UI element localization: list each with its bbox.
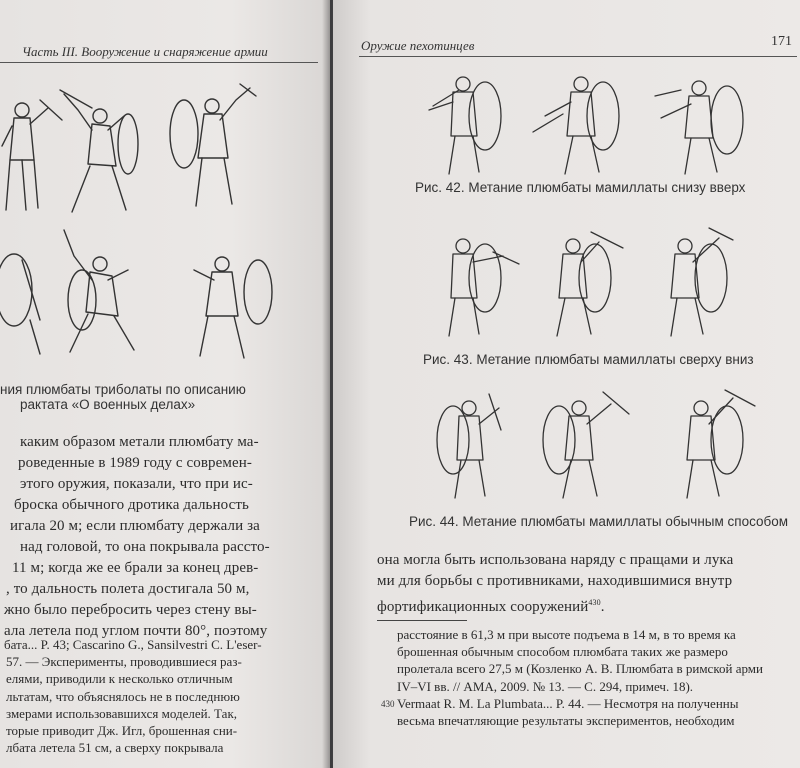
left-page [0, 0, 330, 768]
footnote-line: бата... P. 43; Cascarino G., Sansilvestri C. L'eser- [4, 637, 262, 652]
body-line: 11 м; когда же ее брали за конец древ- [12, 560, 259, 576]
body-text [377, 550, 733, 613]
right-page [333, 0, 800, 768]
footnote-line: брошенная обычным способом плюмбата таких же размеро [397, 644, 728, 660]
footnote-line: 57. — Эксперименты, проводившиеся раз- [6, 654, 242, 670]
footnote-line: IV–VI вв. // AMA, 2009. № 13. — С. 294, примеч. 18). [397, 678, 694, 694]
body-line: фортификационных сооружений$^{430}$. [377, 598, 605, 615]
body-line: броска обычного дротика дальность [14, 497, 249, 513]
body-line: ала летела под углом почти 80°, поэтому [4, 623, 268, 639]
footnote-rule [377, 620, 467, 621]
footnote-line: пролетала всего 27,5 м (Козленко А. В. Плюмбата в римской арми [397, 661, 763, 677]
header-rule [0, 62, 318, 63]
footnote-number: 430 [381, 699, 395, 709]
footnote-reference: 430 [588, 598, 601, 607]
body-line-text: фортификационных сооружений [377, 599, 589, 615]
soldier-illustration [0, 80, 318, 380]
footnote-line: Vermaat R. M. La Plumbata... P. 44. — Несмотря на полученны [397, 695, 739, 711]
figure-42-illustration [423, 60, 783, 180]
footnote-line: елями, приводили к несколько отличным [6, 671, 233, 687]
footnotes [0, 636, 262, 756]
body-line: этого оружия, показали, что при ис- [20, 476, 253, 492]
footnote-line: расстояние в 61,3 м при высоте подъема в 14 м, в то время ка [397, 627, 736, 642]
body-text [0, 432, 270, 642]
body-line: над головой, то она покрывала рассто- [20, 539, 270, 555]
body-line: роведенные в 1989 году с современ- [18, 455, 252, 471]
figure-42-caption: Рис. 42. Метание плюмбаты мамиллаты снизу вверх [415, 180, 746, 195]
body-line: жно было перебросить через стену вы- [4, 602, 257, 618]
body-line: игала 20 м; если плюмбату держали за [10, 518, 260, 534]
body-line: она могла быть использована наряду с пращами и лука [377, 552, 734, 568]
body-line: ми для борьбы с противниками, находившимися внутр [377, 573, 733, 589]
figure-43-caption: Рис. 43. Метание плюмбаты мамиллаты сверху вниз [423, 352, 754, 367]
figure-caption [0, 382, 246, 412]
figure-44-caption: Рис. 44. Метание плюмбаты мамиллаты обычным способом [409, 514, 789, 529]
running-header: Часть III. Вооружение и снаряжение армии [22, 44, 268, 59]
footnote-line: змерами использовавшихся моделей. Так, [6, 705, 238, 721]
footnote-line: весьма впечатляющие результаты экспериментов, необходим [397, 712, 735, 728]
caption-line: ния плюмбаты триболаты по описанию [0, 382, 246, 397]
caption-line: рактата «О военных делах» [20, 397, 196, 412]
figure-43-illustration [423, 222, 783, 342]
footnote-line: торые приводит Дж. Игл, брошенная сни- [6, 722, 238, 738]
body-line: каким образом метали плюмбату ма- [20, 434, 259, 450]
running-header: Оружие пехотинцев [361, 38, 475, 53]
body-line: , то дальность полета достигала 50 м, [6, 581, 250, 597]
footnotes [397, 626, 763, 729]
header-rule [359, 56, 797, 57]
figure-44-illustration [429, 384, 789, 504]
footnote-line: льтатам, что объяснялось не в последнюю [6, 688, 240, 704]
page-number: 171 [771, 34, 792, 49]
footnote-line: лбата летела 51 см, а сверху покрывала [6, 740, 224, 756]
